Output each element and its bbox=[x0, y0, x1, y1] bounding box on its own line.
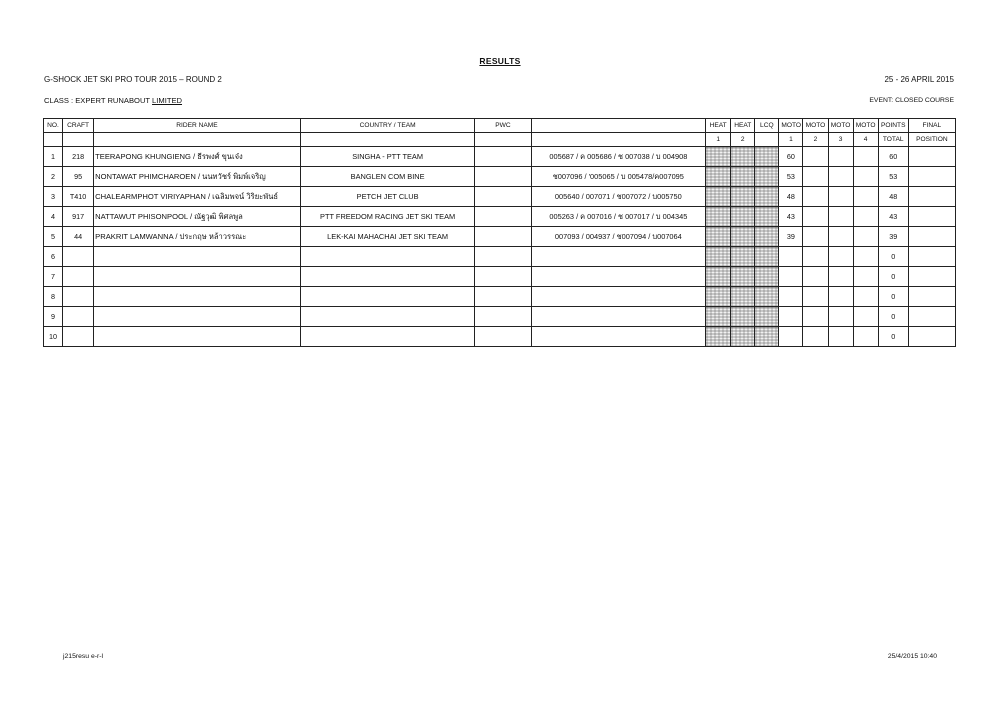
cell-moto2 bbox=[803, 247, 828, 267]
cell-team bbox=[300, 267, 475, 287]
cell-serial bbox=[531, 307, 706, 327]
col-craft-sub bbox=[63, 133, 94, 147]
footer-file: j215resu e-r-l bbox=[63, 653, 104, 660]
cell-final bbox=[908, 167, 955, 187]
cell-team bbox=[300, 307, 475, 327]
cell-heat2 bbox=[731, 207, 755, 227]
col-heat2: HEAT bbox=[731, 119, 755, 133]
cell-craft: 95 bbox=[63, 167, 94, 187]
cell-moto3 bbox=[828, 187, 853, 207]
cell-moto3 bbox=[828, 327, 853, 347]
cell-pwc bbox=[475, 307, 531, 327]
table-row bbox=[44, 327, 956, 347]
cell-heat2 bbox=[731, 187, 755, 207]
cell-moto1 bbox=[779, 247, 803, 267]
cell-serial bbox=[531, 247, 706, 267]
cell-craft: T410 bbox=[63, 187, 94, 207]
event-name: G-SHOCK JET SKI PRO TOUR 2015 – ROUND 2 bbox=[44, 75, 222, 84]
cell-moto1 bbox=[779, 307, 803, 327]
cell-lcq bbox=[755, 267, 779, 287]
cell-moto4 bbox=[853, 187, 878, 207]
col-country-team: COUNTRY / TEAM bbox=[300, 119, 475, 133]
cell-moto1: 60 bbox=[779, 147, 803, 167]
cell-no: 10 bbox=[44, 327, 63, 347]
col-heat1-sub: 1 bbox=[706, 133, 731, 147]
table-row bbox=[44, 207, 956, 227]
cell-serial bbox=[531, 287, 706, 307]
cell-heat2 bbox=[731, 227, 755, 247]
cell-rider bbox=[94, 287, 301, 307]
page-title: RESULTS bbox=[479, 56, 521, 66]
col-heat2-sub: 2 bbox=[731, 133, 755, 147]
cell-heat1 bbox=[706, 247, 731, 267]
class-label bbox=[44, 96, 182, 105]
cell-heat2 bbox=[731, 167, 755, 187]
cell-total: 39 bbox=[878, 227, 908, 247]
cell-lcq bbox=[755, 307, 779, 327]
cell-no: 7 bbox=[44, 267, 63, 287]
col-points-sub: TOTAL bbox=[878, 133, 908, 147]
cell-rider: TEERAPONG KHUNGIENG / ธีรพงศ์ ขุนเจ๋ง bbox=[94, 147, 301, 167]
cell-total: 0 bbox=[878, 307, 908, 327]
cell-no: 6 bbox=[44, 247, 63, 267]
cell-pwc bbox=[475, 167, 531, 187]
cell-lcq bbox=[755, 147, 779, 167]
cell-moto2 bbox=[803, 267, 828, 287]
cell-final bbox=[908, 187, 955, 207]
cell-moto3 bbox=[828, 307, 853, 327]
col-final: FINAL bbox=[908, 119, 955, 133]
cell-rider bbox=[94, 307, 301, 327]
cell-final bbox=[908, 267, 955, 287]
col-moto2-sub: 2 bbox=[803, 133, 828, 147]
cell-moto2 bbox=[803, 187, 828, 207]
cell-heat1 bbox=[706, 307, 731, 327]
cell-team bbox=[300, 287, 475, 307]
cell-heat2 bbox=[731, 307, 755, 327]
col-moto3-sub: 3 bbox=[828, 133, 853, 147]
class-prefix: CLASS : EXPERT RUNABOUT bbox=[44, 96, 153, 105]
cell-rider: PRAKRIT LAMWANNA / ประกฤษ หล้าวรรณะ bbox=[94, 227, 301, 247]
event-dates: 25 - 26 APRIL 2015 bbox=[884, 75, 954, 84]
col-serial bbox=[531, 119, 706, 133]
col-final-sub: POSITION bbox=[908, 133, 955, 147]
cell-moto3 bbox=[828, 267, 853, 287]
cell-no: 8 bbox=[44, 287, 63, 307]
cell-moto2 bbox=[803, 167, 828, 187]
col-moto2: MOTO bbox=[803, 119, 828, 133]
cell-pwc bbox=[475, 147, 531, 167]
cell-moto3 bbox=[828, 287, 853, 307]
cell-moto1: 43 bbox=[779, 207, 803, 227]
cell-heat2 bbox=[731, 267, 755, 287]
col-serial-sub bbox=[531, 133, 706, 147]
cell-serial: 005687 / ค 005686 / ช 007038 / บ 004908 bbox=[531, 147, 706, 167]
cell-rider bbox=[94, 327, 301, 347]
class-suffix: LIMITED bbox=[152, 96, 183, 105]
cell-pwc bbox=[475, 287, 531, 307]
cell-pwc bbox=[475, 227, 531, 247]
cell-no: 1 bbox=[44, 147, 63, 167]
cell-craft bbox=[63, 287, 94, 307]
cell-moto2 bbox=[803, 287, 828, 307]
table-row bbox=[44, 307, 956, 327]
cell-lcq bbox=[755, 187, 779, 207]
cell-moto1 bbox=[779, 267, 803, 287]
col-team-sub bbox=[300, 133, 475, 147]
cell-serial bbox=[531, 327, 706, 347]
cell-lcq bbox=[755, 227, 779, 247]
table-row bbox=[44, 167, 956, 187]
cell-heat1 bbox=[706, 227, 731, 247]
cell-final bbox=[908, 327, 955, 347]
cell-craft bbox=[63, 307, 94, 327]
cell-no: 9 bbox=[44, 307, 63, 327]
col-moto1: MOTO bbox=[779, 119, 803, 133]
col-rider-sub bbox=[94, 133, 301, 147]
cell-total: 48 bbox=[878, 187, 908, 207]
cell-heat2 bbox=[731, 147, 755, 167]
table-row bbox=[44, 287, 956, 307]
cell-heat1 bbox=[706, 167, 731, 187]
cell-moto3 bbox=[828, 227, 853, 247]
cell-lcq bbox=[755, 247, 779, 267]
cell-total: 0 bbox=[878, 267, 908, 287]
cell-team: PETCH JET CLUB bbox=[300, 187, 475, 207]
cell-craft bbox=[63, 267, 94, 287]
cell-moto4 bbox=[853, 247, 878, 267]
cell-moto4 bbox=[853, 207, 878, 227]
cell-heat1 bbox=[706, 207, 731, 227]
table-row bbox=[44, 147, 956, 167]
cell-heat1 bbox=[706, 287, 731, 307]
cell-lcq bbox=[755, 207, 779, 227]
footer-timestamp: 25/4/2015 10:40 bbox=[887, 653, 937, 660]
cell-moto2 bbox=[803, 227, 828, 247]
cell-moto4 bbox=[853, 147, 878, 167]
cell-serial: 005263 / ค 007016 / ช 007017 / บ 004345 bbox=[531, 207, 706, 227]
cell-heat2 bbox=[731, 287, 755, 307]
cell-final bbox=[908, 307, 955, 327]
cell-team bbox=[300, 327, 475, 347]
cell-moto4 bbox=[853, 327, 878, 347]
cell-serial bbox=[531, 267, 706, 287]
table-row bbox=[44, 227, 956, 247]
cell-rider bbox=[94, 267, 301, 287]
cell-lcq bbox=[755, 287, 779, 307]
cell-final bbox=[908, 287, 955, 307]
col-rider-name: RIDER NAME bbox=[94, 119, 301, 133]
cell-pwc bbox=[475, 207, 531, 227]
col-points: POINTS bbox=[878, 119, 908, 133]
cell-pwc bbox=[475, 327, 531, 347]
table-row bbox=[44, 187, 956, 207]
col-moto4: MOTO bbox=[853, 119, 878, 133]
col-moto3: MOTO bbox=[828, 119, 853, 133]
cell-moto4 bbox=[853, 227, 878, 247]
cell-pwc bbox=[475, 247, 531, 267]
cell-rider: NATTAWUT PHISONPOOL / ณัฐวุฒิ พิศลพูล bbox=[94, 207, 301, 227]
cell-moto4 bbox=[853, 287, 878, 307]
cell-lcq bbox=[755, 327, 779, 347]
cell-craft: 917 bbox=[63, 207, 94, 227]
cell-moto4 bbox=[853, 267, 878, 287]
cell-no: 2 bbox=[44, 167, 63, 187]
cell-total: 60 bbox=[878, 147, 908, 167]
cell-heat1 bbox=[706, 187, 731, 207]
cell-moto4 bbox=[853, 307, 878, 327]
col-pwc-sub bbox=[475, 133, 531, 147]
cell-team bbox=[300, 247, 475, 267]
table-row bbox=[44, 267, 956, 287]
results-table bbox=[43, 118, 956, 347]
cell-moto1 bbox=[779, 287, 803, 307]
cell-team: PTT FREEDOM RACING JET SKI TEAM bbox=[300, 207, 475, 227]
cell-moto2 bbox=[803, 307, 828, 327]
cell-heat1 bbox=[706, 327, 731, 347]
cell-serial: 005640 / 007071 / ช007072 / บ005750 bbox=[531, 187, 706, 207]
cell-final bbox=[908, 247, 955, 267]
cell-total: 0 bbox=[878, 327, 908, 347]
cell-moto2 bbox=[803, 327, 828, 347]
cell-moto4 bbox=[853, 167, 878, 187]
col-craft: CRAFT bbox=[63, 119, 94, 133]
cell-heat1 bbox=[706, 267, 731, 287]
cell-no: 5 bbox=[44, 227, 63, 247]
col-pwc: PWC bbox=[475, 119, 531, 133]
col-moto1-sub: 1 bbox=[779, 133, 803, 147]
cell-heat2 bbox=[731, 327, 755, 347]
col-lcq-sub bbox=[755, 133, 779, 147]
cell-serial: 007093 / 004937 / ช007094 / บ007064 bbox=[531, 227, 706, 247]
cell-craft: 218 bbox=[63, 147, 94, 167]
cell-moto2 bbox=[803, 147, 828, 167]
cell-moto3 bbox=[828, 167, 853, 187]
cell-total: 0 bbox=[878, 287, 908, 307]
cell-final bbox=[908, 207, 955, 227]
cell-total: 53 bbox=[878, 167, 908, 187]
event-type: EVENT: CLOSED COURSE bbox=[869, 97, 954, 104]
cell-moto1 bbox=[779, 327, 803, 347]
col-lcq: LCQ bbox=[755, 119, 779, 133]
cell-moto1: 48 bbox=[779, 187, 803, 207]
cell-team: BANGLEN COM BINE bbox=[300, 167, 475, 187]
col-moto4-sub: 4 bbox=[853, 133, 878, 147]
col-no: NO. bbox=[44, 119, 63, 133]
cell-no: 4 bbox=[44, 207, 63, 227]
header-row-top bbox=[44, 119, 956, 133]
cell-rider: CHALEARMPHOT VIRIYAPHAN / เฉลิมพจน์ วิริยะพันธ์ bbox=[94, 187, 301, 207]
cell-craft bbox=[63, 247, 94, 267]
cell-rider: NONTAWAT PHIMCHAROEN / นนทวัชร์ พิมพ์เจริญ bbox=[94, 167, 301, 187]
cell-moto3 bbox=[828, 247, 853, 267]
cell-final bbox=[908, 147, 955, 167]
cell-lcq bbox=[755, 167, 779, 187]
cell-total: 43 bbox=[878, 207, 908, 227]
cell-final bbox=[908, 227, 955, 247]
cell-team: LEK-KAI MAHACHAI JET SKI TEAM bbox=[300, 227, 475, 247]
cell-moto2 bbox=[803, 207, 828, 227]
cell-rider bbox=[94, 247, 301, 267]
cell-moto3 bbox=[828, 147, 853, 167]
cell-craft: 44 bbox=[63, 227, 94, 247]
cell-moto1: 53 bbox=[779, 167, 803, 187]
cell-pwc bbox=[475, 267, 531, 287]
col-heat1: HEAT bbox=[706, 119, 731, 133]
cell-team: SINGHA - PTT TEAM bbox=[300, 147, 475, 167]
cell-total: 0 bbox=[878, 247, 908, 267]
cell-moto3 bbox=[828, 207, 853, 227]
cell-moto1: 39 bbox=[779, 227, 803, 247]
cell-heat1 bbox=[706, 147, 731, 167]
cell-serial: ช007096 / '005065 / บ 005478/ค007095 bbox=[531, 167, 706, 187]
cell-craft bbox=[63, 327, 94, 347]
cell-pwc bbox=[475, 187, 531, 207]
col-no-sub bbox=[44, 133, 63, 147]
cell-no: 3 bbox=[44, 187, 63, 207]
cell-heat2 bbox=[731, 247, 755, 267]
header-row-bottom bbox=[44, 133, 956, 147]
table-row bbox=[44, 247, 956, 267]
